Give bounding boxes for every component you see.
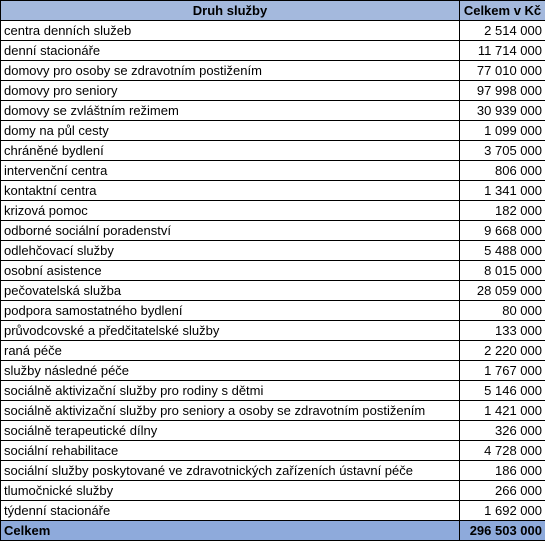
service-name-cell: domovy se zvláštním režimem xyxy=(1,101,460,121)
service-name-cell: týdenní stacionáře xyxy=(1,501,460,521)
service-name-cell: sociálně aktivizační služby pro seniory a osoby se zdravotním postižením xyxy=(1,401,460,421)
total-value: 296 503 000 xyxy=(460,521,545,541)
service-name-cell: odlehčovací služby xyxy=(1,241,460,261)
service-name-cell: osobní asistence xyxy=(1,261,460,281)
header-row xyxy=(1,1,545,21)
table-row xyxy=(1,21,545,41)
table-row xyxy=(1,221,545,241)
table-row xyxy=(1,341,545,361)
service-name-cell: krizová pomoc xyxy=(1,201,460,221)
service-name-cell: tlumočnické služby xyxy=(1,481,460,501)
service-name-cell: sociální služby poskytované ve zdravotnických zařízeních ústavní péče xyxy=(1,461,460,481)
amount-cell: 3 705 000 xyxy=(460,141,545,161)
table-row xyxy=(1,61,545,81)
service-name-cell: intervenční centra xyxy=(1,161,460,181)
service-name-cell: chráněné bydlení xyxy=(1,141,460,161)
service-name-cell: pečovatelská služba xyxy=(1,281,460,301)
table-row xyxy=(1,161,545,181)
amount-cell: 5 146 000 xyxy=(460,381,545,401)
table-row xyxy=(1,261,545,281)
service-name-cell: centra denních služeb xyxy=(1,21,460,41)
amount-cell: 8 015 000 xyxy=(460,261,545,281)
header-total-czk: Celkem v Kč xyxy=(460,1,545,21)
service-name-cell: odborné sociální poradenství xyxy=(1,221,460,241)
amount-cell: 266 000 xyxy=(460,481,545,501)
service-name-cell: kontaktní centra xyxy=(1,181,460,201)
table-row xyxy=(1,321,545,341)
amount-cell: 30 939 000 xyxy=(460,101,545,121)
table-row xyxy=(1,381,545,401)
amount-cell: 1 421 000 xyxy=(460,401,545,421)
amount-cell: 1 692 000 xyxy=(460,501,545,521)
table-row xyxy=(1,501,545,521)
table-body xyxy=(1,21,545,521)
service-name-cell: sociálně terapeutické dílny xyxy=(1,421,460,441)
service-name-cell: denní stacionáře xyxy=(1,41,460,61)
amount-cell: 806 000 xyxy=(460,161,545,181)
total-label: Celkem xyxy=(1,521,460,541)
table-row xyxy=(1,401,545,421)
service-name-cell: sociální rehabilitace xyxy=(1,441,460,461)
service-name-cell: sociálně aktivizační služby pro rodiny s dětmi xyxy=(1,381,460,401)
amount-cell: 77 010 000 xyxy=(460,61,545,81)
header-service-type: Druh služby xyxy=(1,1,460,21)
table-row xyxy=(1,81,545,101)
table-row xyxy=(1,101,545,121)
amount-cell: 4 728 000 xyxy=(460,441,545,461)
table-row xyxy=(1,181,545,201)
total-row xyxy=(1,521,545,541)
table-row xyxy=(1,421,545,441)
table-row xyxy=(1,281,545,301)
amount-cell: 2 514 000 xyxy=(460,21,545,41)
amount-cell: 80 000 xyxy=(460,301,545,321)
service-name-cell: raná péče xyxy=(1,341,460,361)
amount-cell: 133 000 xyxy=(460,321,545,341)
amount-cell: 1 767 000 xyxy=(460,361,545,381)
amount-cell: 186 000 xyxy=(460,461,545,481)
amount-cell: 97 998 000 xyxy=(460,81,545,101)
table-row xyxy=(1,481,545,501)
amount-cell: 11 714 000 xyxy=(460,41,545,61)
service-name-cell: podpora samostatného bydlení xyxy=(1,301,460,321)
table-row xyxy=(1,301,545,321)
amount-cell: 326 000 xyxy=(460,421,545,441)
amount-cell: 1 099 000 xyxy=(460,121,545,141)
amount-cell: 28 059 000 xyxy=(460,281,545,301)
service-name-cell: průvodcovské a předčitatelské služby xyxy=(1,321,460,341)
table-row xyxy=(1,121,545,141)
amount-cell: 2 220 000 xyxy=(460,341,545,361)
amount-cell: 5 488 000 xyxy=(460,241,545,261)
table-row xyxy=(1,141,545,161)
table-row xyxy=(1,361,545,381)
amount-cell: 182 000 xyxy=(460,201,545,221)
table-row xyxy=(1,441,545,461)
table-row xyxy=(1,461,545,481)
service-name-cell: domovy pro osoby se zdravotním postižením xyxy=(1,61,460,81)
service-name-cell: domovy pro seniory xyxy=(1,81,460,101)
table-row xyxy=(1,201,545,221)
table-row xyxy=(1,241,545,261)
amount-cell: 9 668 000 xyxy=(460,221,545,241)
amount-cell: 1 341 000 xyxy=(460,181,545,201)
table-row xyxy=(1,41,545,61)
service-name-cell: domy na půl cesty xyxy=(1,121,460,141)
service-name-cell: služby následné péče xyxy=(1,361,460,381)
